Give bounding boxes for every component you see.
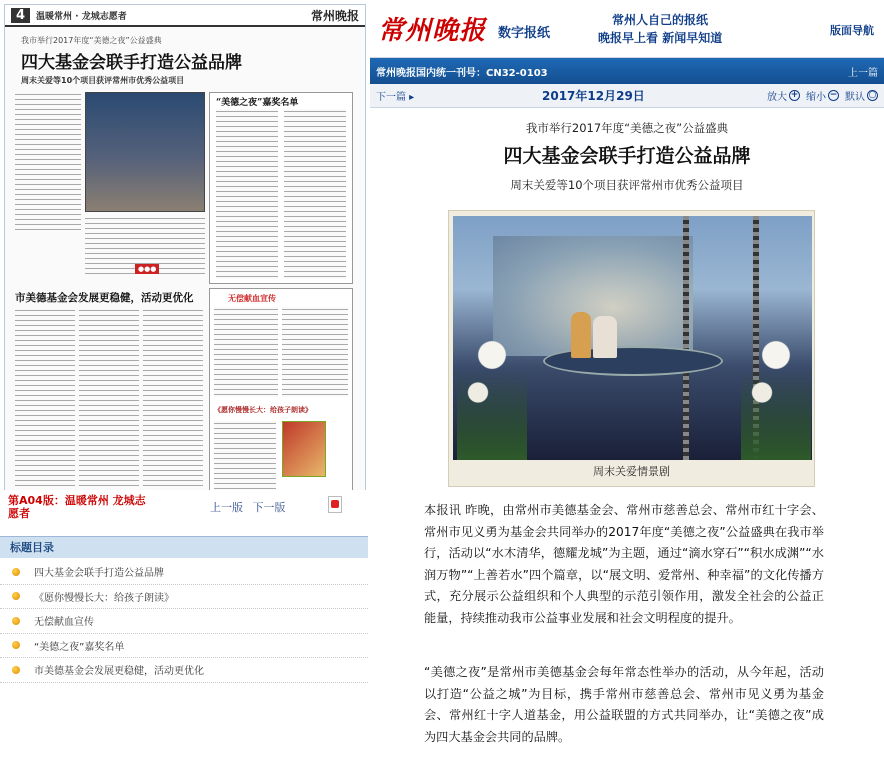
page-photo [85,92,205,212]
promo-title: 无偿献血宣传 [228,293,276,303]
page-kicker: 我市举行2017年度“美德之夜”公益盛典 [21,36,162,45]
page-number: 4 [11,8,30,23]
toc-item-label: 《愿你慢慢长大：给孩子朗读》 [34,592,174,604]
prev-page-link[interactable]: 上一版 [210,501,243,514]
digital-edition-label: 数字报纸 [498,26,551,41]
article-kicker: 我市举行2017年度“美德之夜”公益盛典 [525,121,729,135]
issue-date: 2017年12月29日 [542,89,645,103]
toc-title: 标题目录 [0,536,368,558]
stage-truss [683,216,689,460]
photo-caption: 周末关爱情景剧 [593,465,670,478]
next-page-link[interactable]: 下一版 [252,501,286,514]
slogan-line: 晚报早上看 新闻早知道 [598,30,723,45]
performer [593,316,617,358]
toc-item-label: 四大基金会联手打造公益品牌 [34,568,164,580]
page-masthead: 常州晚报 [310,8,359,23]
promo-box [209,288,353,516]
toc-item-label: 无偿献血宣传 [34,617,94,629]
newspaper-page-thumbnail[interactable] [4,4,366,520]
bullet-icon [12,592,20,600]
page-nav-link[interactable]: 版面导航 [830,24,874,37]
text-column [15,92,81,234]
article-paragraph: “美德之夜”是常州市美德基金会每年常态性举办的活动，从今年起，活动以打造“公益之城”为目标，携手常州市慈善总会、常州市见义勇为基金会、常州红十字人道基金，用公益联盟的方式共同举办，让“美德之夜”成为四大基金会共同的品牌。 [424,665,824,744]
toc-item[interactable] [0,634,368,659]
article-toolbar [370,84,884,108]
text-column [79,308,139,516]
performer [571,312,591,358]
page-badge: ●●● [135,264,159,274]
zoom-in-button[interactable]: 放大 + [767,90,799,103]
page-footer [4,490,366,520]
zoom-out-button[interactable]: 缩小 − [806,90,838,103]
cn-number: 常州晚报国内统一刊号：CN32-0103 [376,67,548,79]
toc-item[interactable] [0,585,368,610]
article-figure [448,210,815,487]
bullet-icon [12,666,20,674]
article-title: 四大基金会联手打造公益品牌 [503,145,751,167]
left-panel [0,0,368,757]
bullet-icon [12,617,20,625]
site-header [370,0,884,58]
book-title: 《愿你慢慢长大：给孩子朗读》 [214,405,312,414]
text-column [284,109,346,279]
book-cover-image [282,421,326,477]
toc-item[interactable] [0,609,368,634]
plus-icon: + [790,90,799,100]
slogan-line: 常州人自己的报纸 [612,12,709,27]
page-body [15,88,355,518]
page-label: 第A04版：温暖常州 龙城志愿者 [8,494,146,520]
article-subtitle: 周末关爱等10个项目获评常州市优秀公益项目 [510,178,744,192]
site-slogan [598,11,722,47]
site-logo[interactable]: 常州晚报 [378,16,487,46]
bullet-icon [12,641,20,649]
page-section-title: 温暖常州 · 龙城志愿者 [36,11,127,22]
issn-bar [370,58,884,84]
zoom-default-button[interactable]: 默认 ○ [845,90,877,103]
lily-decor [741,310,811,460]
text-column [282,307,348,397]
stage-disc [543,346,723,376]
pdf-icon[interactable] [328,496,342,513]
text-column [143,308,203,516]
toc-item-label: “美德之夜”嘉奖名单 [34,641,125,653]
text-column [214,307,278,397]
page-headline: 四大基金会联手打造公益品牌 [21,53,242,73]
article-paragraph: 本报讯 昨晚，由常州市美德基金会、常州市慈善总会、常州市红十字会、常州市见义勇为基金会共同举办的2017年度“美德之夜”公益盛典在我市举行，活动以“水木清华，德耀龙城”为主题，通过“滴水穿石”“积水成渊”“水润万物”“上善若水”四个篇章，以“展文明、爱常州、种幸福”的文化传播方式，充分展示公益组织和个人典型的示范引领作用，激发全社会的公益正能量，持续推动我市公益事业发展和社会文明程度的提升。 [424,503,824,625]
toc-item[interactable] [0,658,368,683]
zoom-tools [761,88,878,103]
award-list-box [209,92,353,284]
minus-icon: − [829,90,838,100]
article2-title: 市美德基金会发展更稳健，活动更优化 [15,292,194,304]
next-article-link[interactable]: 下一篇 ▸ [376,92,415,103]
toc-list [0,560,368,683]
page-pager [210,490,292,515]
bullet-icon [12,568,20,576]
toc-item[interactable] [0,560,368,585]
text-column [15,308,75,516]
reset-icon: ○ [868,90,877,100]
page-header-strip [5,5,365,27]
stage-photo[interactable] [453,216,812,460]
toc-item-label: 市美德基金会发展更稳健，活动更优化 [34,666,204,678]
lily-decor [457,310,527,460]
text-column [216,109,278,279]
article-panel [370,0,884,757]
award-list-title: “美德之夜”嘉奖名单 [216,98,299,108]
prev-article-link[interactable]: 上一篇 [848,67,878,79]
page-subheadline: 周末关爱等10个项目获评常州市优秀公益项目 [21,76,185,85]
